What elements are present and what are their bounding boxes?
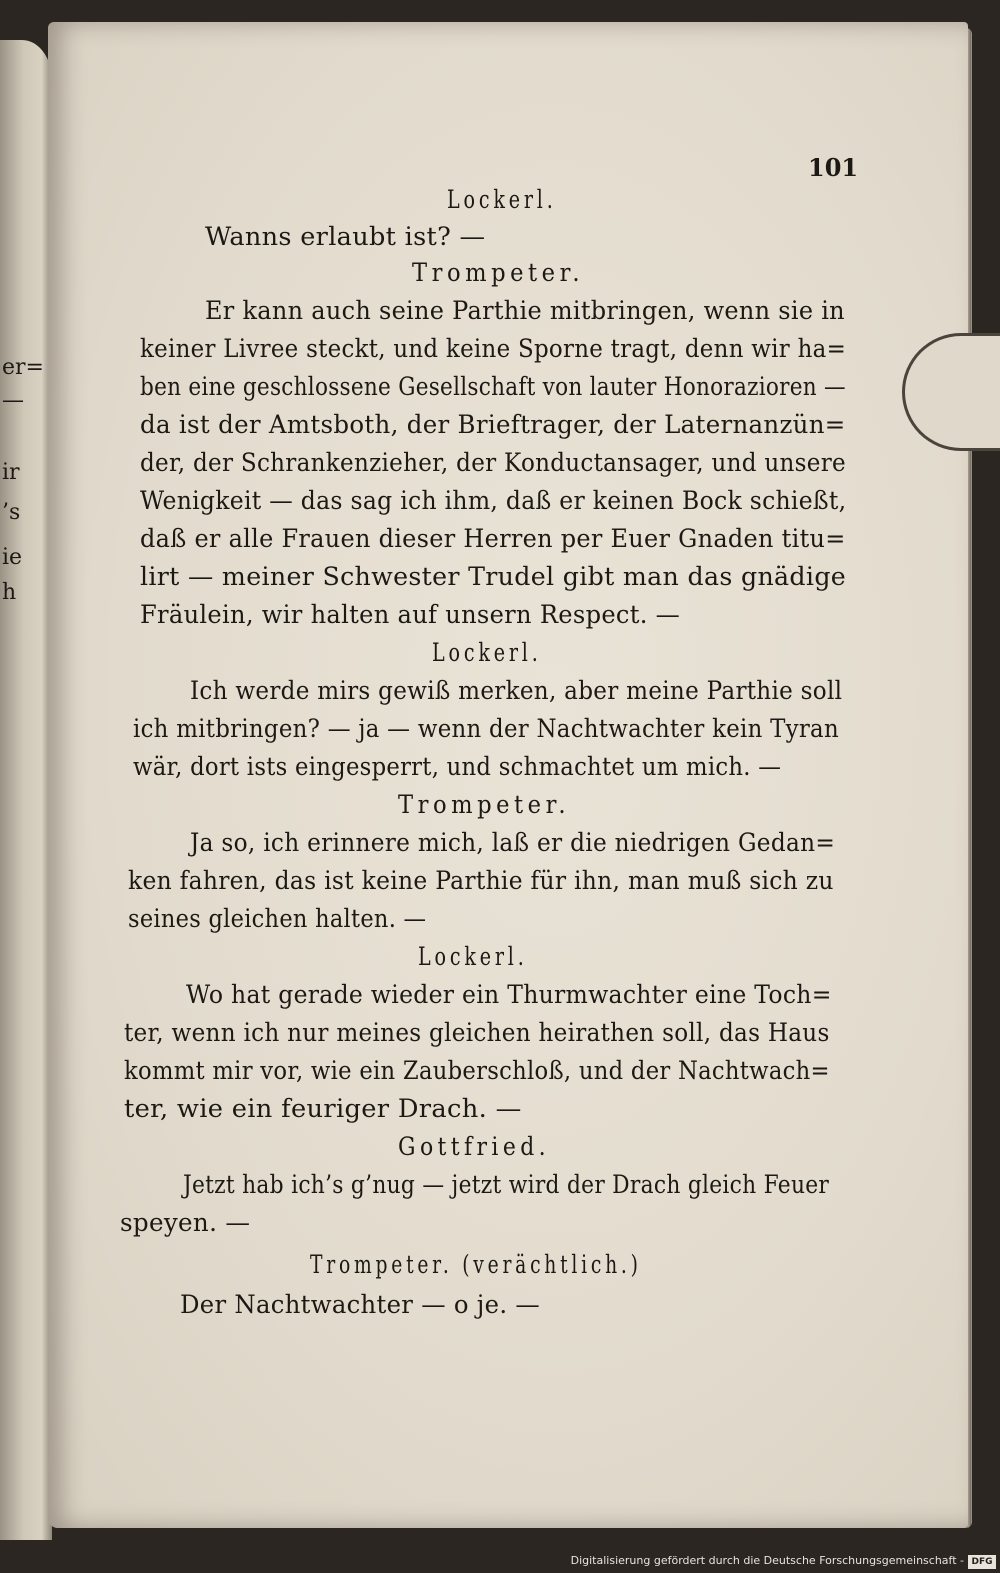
text-line: Fräulein, wir halten auf unsern Respect. —: [140, 600, 681, 629]
left-page-fragment: h: [2, 580, 17, 605]
text-line: Jetzt hab ich’s g’nug — jetzt wird der Drach gleich Feuer: [183, 1170, 830, 1199]
text-line: ter, wenn ich nur meines gleichen heirathen soll, das Haus: [124, 1018, 830, 1047]
text-line: Er kann auch seine Parthie mitbringen, wenn sie in: [205, 296, 845, 325]
left-page-fragment: ir: [2, 460, 20, 485]
text-line: Ja so, ich erinnere mich, laß er die niedrigen Gedan=: [190, 828, 836, 857]
text-line: wär, dort ists eingesperrt, und schmachtet um mich. —: [133, 752, 782, 781]
text-line: ter, wie ein feuriger Drach. —: [124, 1094, 522, 1123]
speaker-name: Gottfried.: [398, 1132, 551, 1161]
left-page-fragment: —: [2, 388, 24, 413]
text-line: der, der Schrankenzieher, der Konductansager, und unsere: [140, 448, 846, 477]
text-line: Wo hat gerade wieder ein Thurmwachter eine Toch=: [186, 980, 832, 1009]
text-line: speyen. —: [120, 1208, 251, 1237]
footer: [0, 1545, 1000, 1573]
text-line: Wanns erlaubt ist? —: [205, 222, 486, 251]
text-line: keiner Livree steckt, und keine Sporne tragt, denn wir ha=: [140, 334, 847, 363]
left-page-fragment: ’s: [2, 500, 21, 525]
speaker-name: Lockerl.: [432, 638, 542, 667]
text-line: Wenigkeit — das sag ich ihm, daß er keinen Bock schießt,: [140, 486, 847, 515]
text-line: daß er alle Frauen dieser Herren per Euer Gnaden titu=: [140, 524, 846, 553]
text-line: da ist der Amtsboth, der Brieftrager, der Laternanzün=: [140, 410, 846, 439]
text-line: Ich werde mirs gewiß merken, aber meine Parthie soll: [190, 676, 843, 705]
speaker-name: Trompeter. (verächtlich.): [310, 1250, 642, 1279]
left-page-fragment: ie: [2, 545, 23, 570]
speaker-name: Trompeter.: [412, 258, 585, 287]
left-page-fragment: er=: [2, 355, 44, 380]
dfg-logo: DFG: [968, 1555, 996, 1569]
footer-credit: Digitalisierung gefördert durch die Deutsche Forschungsgemeinschaft -: [570, 1554, 964, 1567]
left-page-edge: [0, 40, 52, 1540]
text-line: lirt — meiner Schwester Trudel gibt man das gnädige: [140, 562, 847, 591]
text-line: seines gleichen halten. —: [128, 904, 427, 933]
text-line: kommt mir vor, wie ein Zauberschloß, und der Nachtwach=: [124, 1056, 830, 1085]
text-line: ich mitbringen? — ja — wenn der Nachtwachter kein Tyran: [133, 714, 839, 743]
text-line: ben eine geschlossene Gesellschaft von lauter Honorazioren —: [140, 372, 846, 401]
speaker-name: Lockerl.: [447, 185, 557, 214]
text-line: ken fahren, das ist keine Parthie für ihn, man muß sich zu: [128, 866, 834, 895]
speaker-name: Trompeter.: [398, 790, 571, 819]
page-number: 101: [808, 153, 859, 182]
speaker-name: Lockerl.: [418, 942, 528, 971]
text-line: Der Nachtwachter — o je. —: [180, 1290, 540, 1319]
